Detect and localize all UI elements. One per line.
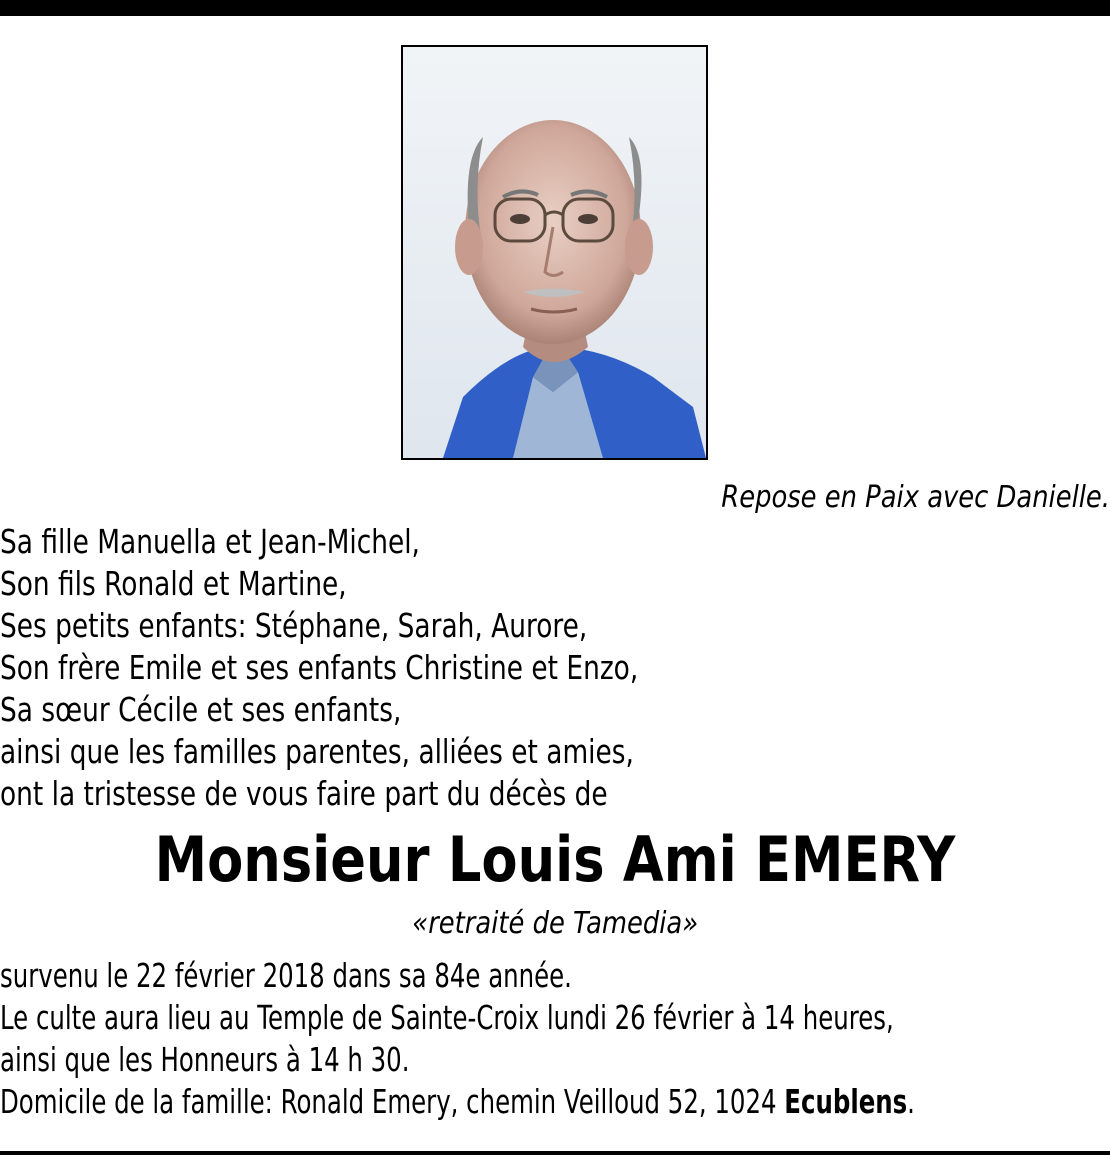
family-line: Sa sœur Cécile et ses enfants, bbox=[0, 690, 402, 729]
domicile-line bbox=[0, 1081, 915, 1123]
epigraph: Repose en Paix avec Danielle. bbox=[721, 480, 1110, 515]
domicile-prefix: Domicile de la famille: Ronald Emery, chemin Veilloud 52, 1024 bbox=[0, 1082, 785, 1121]
deceased-name-text: Monsieur Louis Ami EMERY bbox=[154, 823, 956, 896]
family-announcement bbox=[0, 521, 638, 815]
service-line: Le culte aura lieu au Temple de Sainte-Croix lundi 26 février à 14 heures, bbox=[0, 998, 894, 1037]
occupation-text: «retraité de Tamedia» bbox=[412, 906, 698, 941]
bottom-rule bbox=[0, 1151, 1110, 1155]
family-line: Sa fille Manuella et Jean-Michel, bbox=[0, 522, 420, 561]
family-line: ainsi que les familles parentes, alliées et amies, bbox=[0, 732, 634, 771]
family-line: ont la tristesse de vous faire part du décès de bbox=[0, 774, 608, 813]
top-rule bbox=[0, 0, 1110, 16]
occupation bbox=[0, 904, 1110, 944]
portrait-photo bbox=[401, 45, 708, 460]
service-line: ainsi que les Honneurs à 14 h 30. bbox=[0, 1040, 410, 1079]
family-line: Son fils Ronald et Martine, bbox=[0, 564, 347, 603]
domicile-city: Ecublens bbox=[784, 1082, 908, 1121]
service-line: survenu le 22 février 2018 dans sa 84e année. bbox=[0, 956, 572, 995]
family-line: Son frère Emile et ses enfants Christine et Enzo, bbox=[0, 648, 639, 687]
portrait-illustration bbox=[403, 47, 706, 458]
domicile-suffix: . bbox=[907, 1082, 915, 1121]
service-details bbox=[0, 955, 915, 1123]
family-line: Ses petits enfants: Stéphane, Sarah, Aurore, bbox=[0, 606, 588, 645]
deceased-name bbox=[0, 822, 1110, 898]
